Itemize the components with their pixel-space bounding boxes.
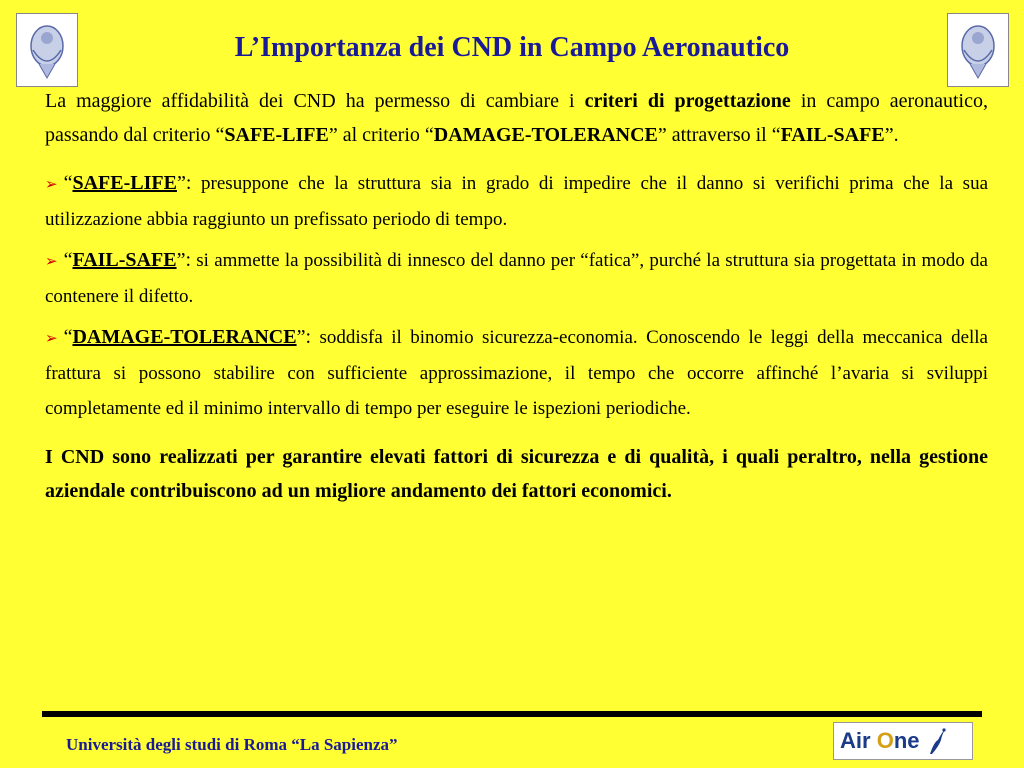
term-damage-tolerance: DAMAGE-TOLERANCE <box>72 326 297 348</box>
quote-open: “ <box>63 326 73 348</box>
quote-open: “ <box>63 172 73 194</box>
intro-text: ” al criterio “ <box>328 124 434 146</box>
intro-text: La maggiore affidabilità dei CND ha permesso di cambiare i <box>45 90 585 112</box>
quote-close: ”: <box>176 249 191 271</box>
quote-close: ”: <box>296 326 311 348</box>
airone-logo <box>833 722 973 760</box>
intro-bold-safe-life: SAFE-LIFE <box>224 124 329 146</box>
footer-university: Università degli studi di Roma “La Sapienza” <box>66 735 398 754</box>
quote-open: “ <box>63 249 73 271</box>
conclusion-paragraph: I CND sono realizzati per garantire elevati fattori di sicurezza e di qualità, i quali peraltro, nella gestione aziendale contribuiscono ad un migliore andamento dei fattori economici. <box>45 446 988 502</box>
brand-o: O <box>876 728 894 753</box>
item-description: si ammette la possibilità di innesco del danno per “fatica”, purché la struttura sia progettata in modo da contenere il difetto. <box>45 250 988 307</box>
intro-paragraph <box>45 84 988 152</box>
arrow-bullet-icon: ➢ <box>45 331 58 347</box>
intro-bold-damage-tolerance: DAMAGE-TOLERANCE <box>433 124 658 146</box>
term-safe-life: SAFE-LIFE <box>72 172 177 194</box>
list-item-fail-safe <box>45 243 988 314</box>
item-description: soddisfa il binomio sicurezza-economia. Conoscendo le leggi della meccanica della frattura si possono stabilire con sufficiente approssimazione, il tempo che occorre affinché l’avaria si sviluppi completamente ed il minimo intervallo di tempo per eseguire le ispezioni periodiche. <box>45 327 988 419</box>
item-description: presuppone che la struttura sia in grado di impedire che il danno si verifichi prima che la sua utilizzazione abbia raggiunto un prefissato periodo di tempo. <box>45 173 988 230</box>
intro-text: in campo aeronautico, passando dal criterio “ <box>45 90 988 146</box>
intro-bold-criteri: criteri di progettazione <box>584 90 791 112</box>
arrow-bullet-icon: ➢ <box>45 177 58 193</box>
intro-text: ”. <box>884 124 899 146</box>
intro-text: ” attraverso il “ <box>657 124 781 146</box>
term-fail-safe: FAIL-SAFE <box>72 249 177 271</box>
brand-ne: ne <box>893 728 920 753</box>
slide-title: L’Importanza dei CND in Campo Aeronautico <box>234 32 790 63</box>
intro-bold-fail-safe: FAIL-SAFE <box>780 124 885 146</box>
list-item-safe-life <box>45 166 988 237</box>
heron-bird-icon <box>926 726 948 756</box>
list-item-damage-tolerance <box>45 320 988 426</box>
footer-divider <box>42 711 982 717</box>
brand-air: Air <box>840 728 871 753</box>
quote-close: ”: <box>176 172 192 194</box>
arrow-bullet-icon: ➢ <box>45 254 58 270</box>
slide-body <box>45 84 988 508</box>
